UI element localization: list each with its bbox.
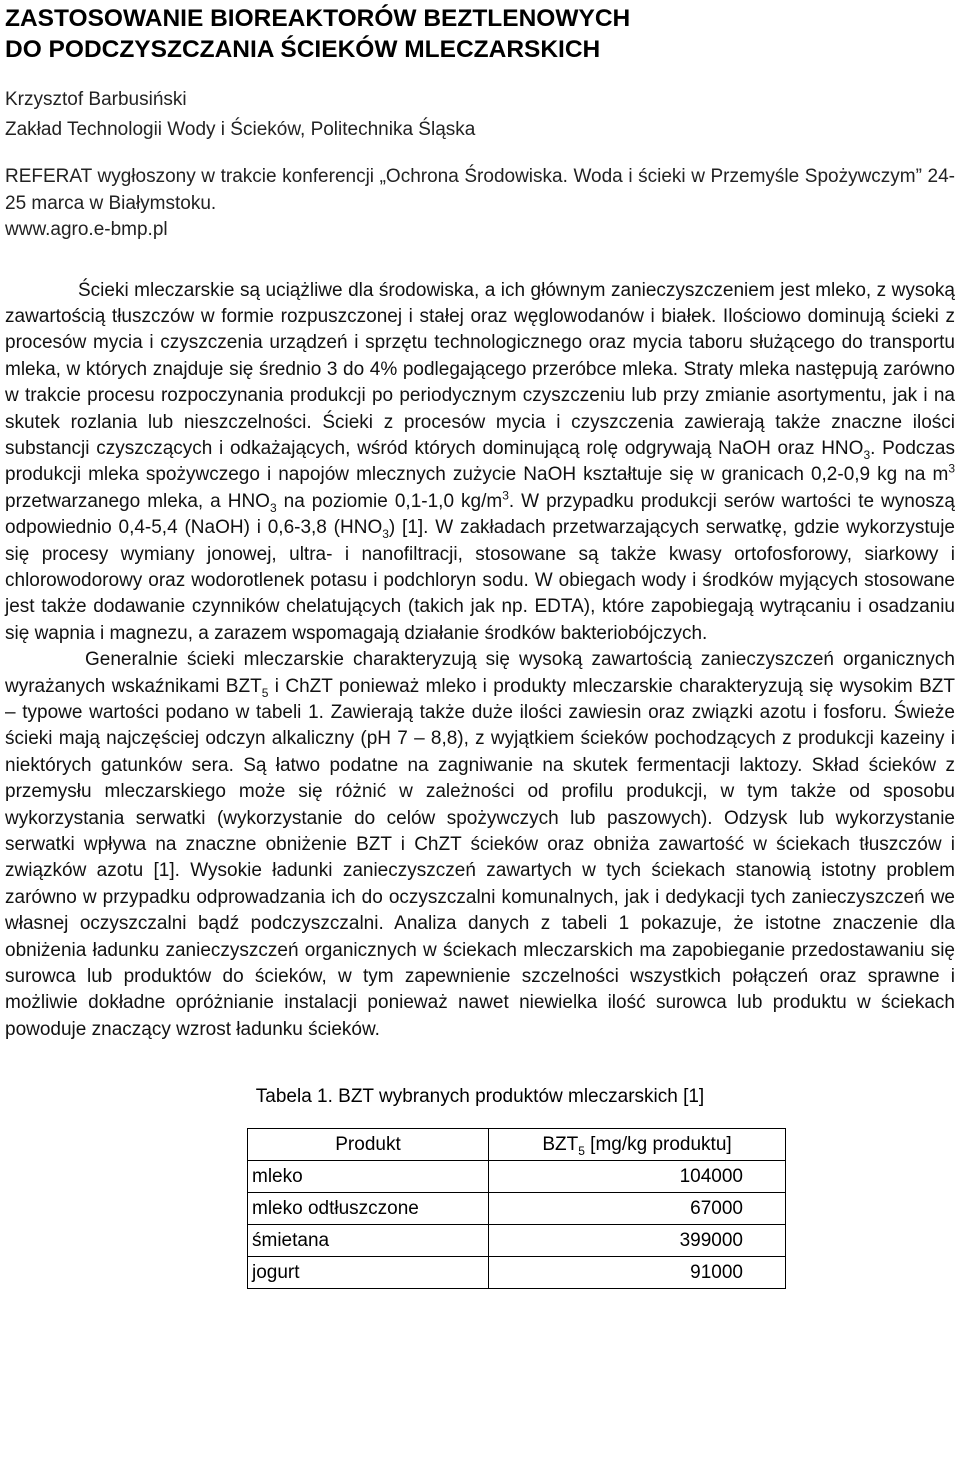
- value-cell: 399000: [489, 1225, 786, 1257]
- product-cell: mleko: [248, 1161, 489, 1193]
- title-line-2: DO PODCZYSZCZANIA ŚCIEKÓW MLECZARSKICH: [5, 36, 601, 63]
- column-header-bzt: [489, 1129, 786, 1161]
- bzt-label: BZT: [542, 1133, 579, 1155]
- subscript: 3: [863, 447, 871, 462]
- paragraph-1-part-2: . Podczas produkcji mleka spożywczego i napojów mlecznych zużycie NaOH kształtuje się w granicach 0,2-0,9 kg na m: [5, 437, 955, 486]
- superscript: 3: [502, 488, 509, 503]
- value-cell: 104000: [489, 1161, 786, 1193]
- title-line-1: ZASTOSOWANIE BIOREAKTORÓW BEZTLENOWYCH: [5, 5, 631, 32]
- conference-text: REFERAT wygłoszony w trakcie konferencji „Ochrona Środowiska. Woda i ścieki w Przemyśle Spożywczym” 24-25 marca w Białymstoku.: [5, 166, 955, 214]
- table-row: [248, 1193, 786, 1225]
- paragraph-1-part-1: Ścieki mleczarskie są uciążliwe dla środowiska, a ich głównym zanieczyszczeniem jest mleko, z wysoką zawartością tłuszczów w formie rozpuszczonej i stałej oraz węglowodanów i białek. Ilościowo dominują ścieki z procesów mycia i czyszczenia urządzeń i sprzętu technologicznego oraz mycia taboru służącego do transportu mleka, w których znajduje się średnio 3 do 4% podlegającego przeróbce mleka. Straty mleka następują zarówno w trakcie procesu rozpoczynania produkcji po periodycznym czyszczeniu lub przy zmianie asortymentu, jak i na skutek rozlania lub nieszczelności. Ścieki z procesów mycia i czyszczenia zawierają także znaczne ilości substancji czyszczących i odkażających, wśród których dominującą rolę odgrywają NaOH oraz HNO: [5, 279, 955, 459]
- document-title: [5, 3, 955, 65]
- subscript: 3: [269, 500, 277, 515]
- table-row: [248, 1225, 786, 1257]
- body-text: [5, 278, 955, 1044]
- table-header-row: [248, 1129, 786, 1161]
- subscript: 5: [261, 685, 269, 700]
- paragraph-2-part-2: i ChZT ponieważ mleko i produkty mleczarskie charakteryzują się wysokim BZT – typowe wartości podano w tabeli 1. Zawierają także duże ilości zawiesin oraz związki azotu i fosforu. Świeże ścieki mają najczęściej odczyn alkaliczny (pH 7 – 8,8), z wyjątkiem ścieków pochodzących z produkcji kazeiny i niektórych gatunków sera. Są łatwo podatne na zagniwanie na skutek fermentacji laktozy. Skład ścieków z przemysłu mleczarskiego może się różnić w zależności od profilu produkcji, w tym także od sposobu wykorzystania serwatki (wykorzystanie do celów spożywczych lub paszowych). Odzysk lub wykorzystanie serwatki wpływa na znaczne obniżenie BZT i ChZT ścieków oraz obniża zawartość w ściekach tłuszczów i związków azotu [1]. Wysokie ładunki zanieczyszczeń zawartych w tych ściekach stanowią istotny problem zarówno w przypadku odprowadzania ich do oczyszczalni komunalnych, jak i dedykacji tych zanieczyszczeń we własnej oczyszczalni bądź podczyszczalni. Analiza danych z tabeli 1 pokazuje, że istotne znaczenie dla obniżenia ładunku zanieczyszczeń organicznych w ściekach mleczarskich ma zapobieganie przedostawaniu się surowca lub produktów do ścieków, w tym zapewnienie szczelności wszystkich połączeń oraz sprawne i możliwie dokładne opróżnianie instalacji ponieważ nawet niewielka ilość surowca lub produktu w ściekach powoduje znaczący wzrost ładunku ścieków.: [5, 675, 955, 1040]
- product-cell: mleko odtłuszczone: [248, 1193, 489, 1225]
- paragraph-2-part-1: Generalnie ścieki mleczarskie charakteryzują się wysoką zawartością zanieczyszczeń organicznych wyrażanych wskaźnikami BZT: [5, 649, 955, 697]
- product-cell: śmietana: [248, 1225, 489, 1257]
- value-cell: 91000: [489, 1257, 786, 1289]
- column-header-product: Produkt: [248, 1129, 489, 1161]
- website-url: www.agro.e-bmp.pl: [5, 219, 168, 240]
- product-cell: jogurt: [248, 1257, 489, 1289]
- table-row: [248, 1257, 786, 1289]
- paragraph-1-part-3: przetwarzanego mleka, a HNO: [5, 490, 270, 512]
- table-row: [248, 1161, 786, 1193]
- affiliation: Zakład Technologii Wody i Ścieków, Politechnika Śląska: [5, 119, 476, 140]
- value-cell: 67000: [489, 1193, 786, 1225]
- paragraph-1: [5, 278, 955, 648]
- paragraph-1-part-5: . W przypadku produkcji serów wartości te wynoszą odpowiednio 0,4-5,4 (NaOH) i 0,6-3,8 (HNO: [5, 490, 955, 539]
- bzt-unit: [mg/kg produktu]: [584, 1133, 732, 1155]
- superscript: 3: [948, 462, 955, 477]
- document-page: [5, 0, 955, 1289]
- author-name: Krzysztof Barbusiński: [5, 89, 187, 110]
- conference-note: [5, 164, 955, 244]
- subscript: 3: [382, 526, 389, 541]
- paragraph-1-part-6: ) [1]. W zakładach przetwarzających serwatkę, gdzie wykorzystuje się procesy wymiany jonowej, ultra- i nanofiltracji, stosowane są także kwasy ortofosforowy, siarkowy i chlorowodorowy oraz wodorotlenek potasu i podchloryn sodu. W obiegach wody i środków myjących stosowane jest także dodawanie czynników chelatujących (takich jak np. EDTA), które zapobiegają wytrącaniu i osadzaniu się wapnia i magnezu, a zarazem wspomagają działanie środków bakteriobójczych.: [5, 517, 956, 644]
- subscript: 5: [578, 1143, 585, 1158]
- paragraph-2: [5, 647, 955, 1043]
- bzt-table: [247, 1128, 786, 1289]
- table-caption: Tabela 1. BZT wybranych produktów mleczarskich [1]: [255, 1086, 705, 1108]
- paragraph-1-part-4: na poziomie 0,1-1,0 kg/m: [276, 490, 503, 512]
